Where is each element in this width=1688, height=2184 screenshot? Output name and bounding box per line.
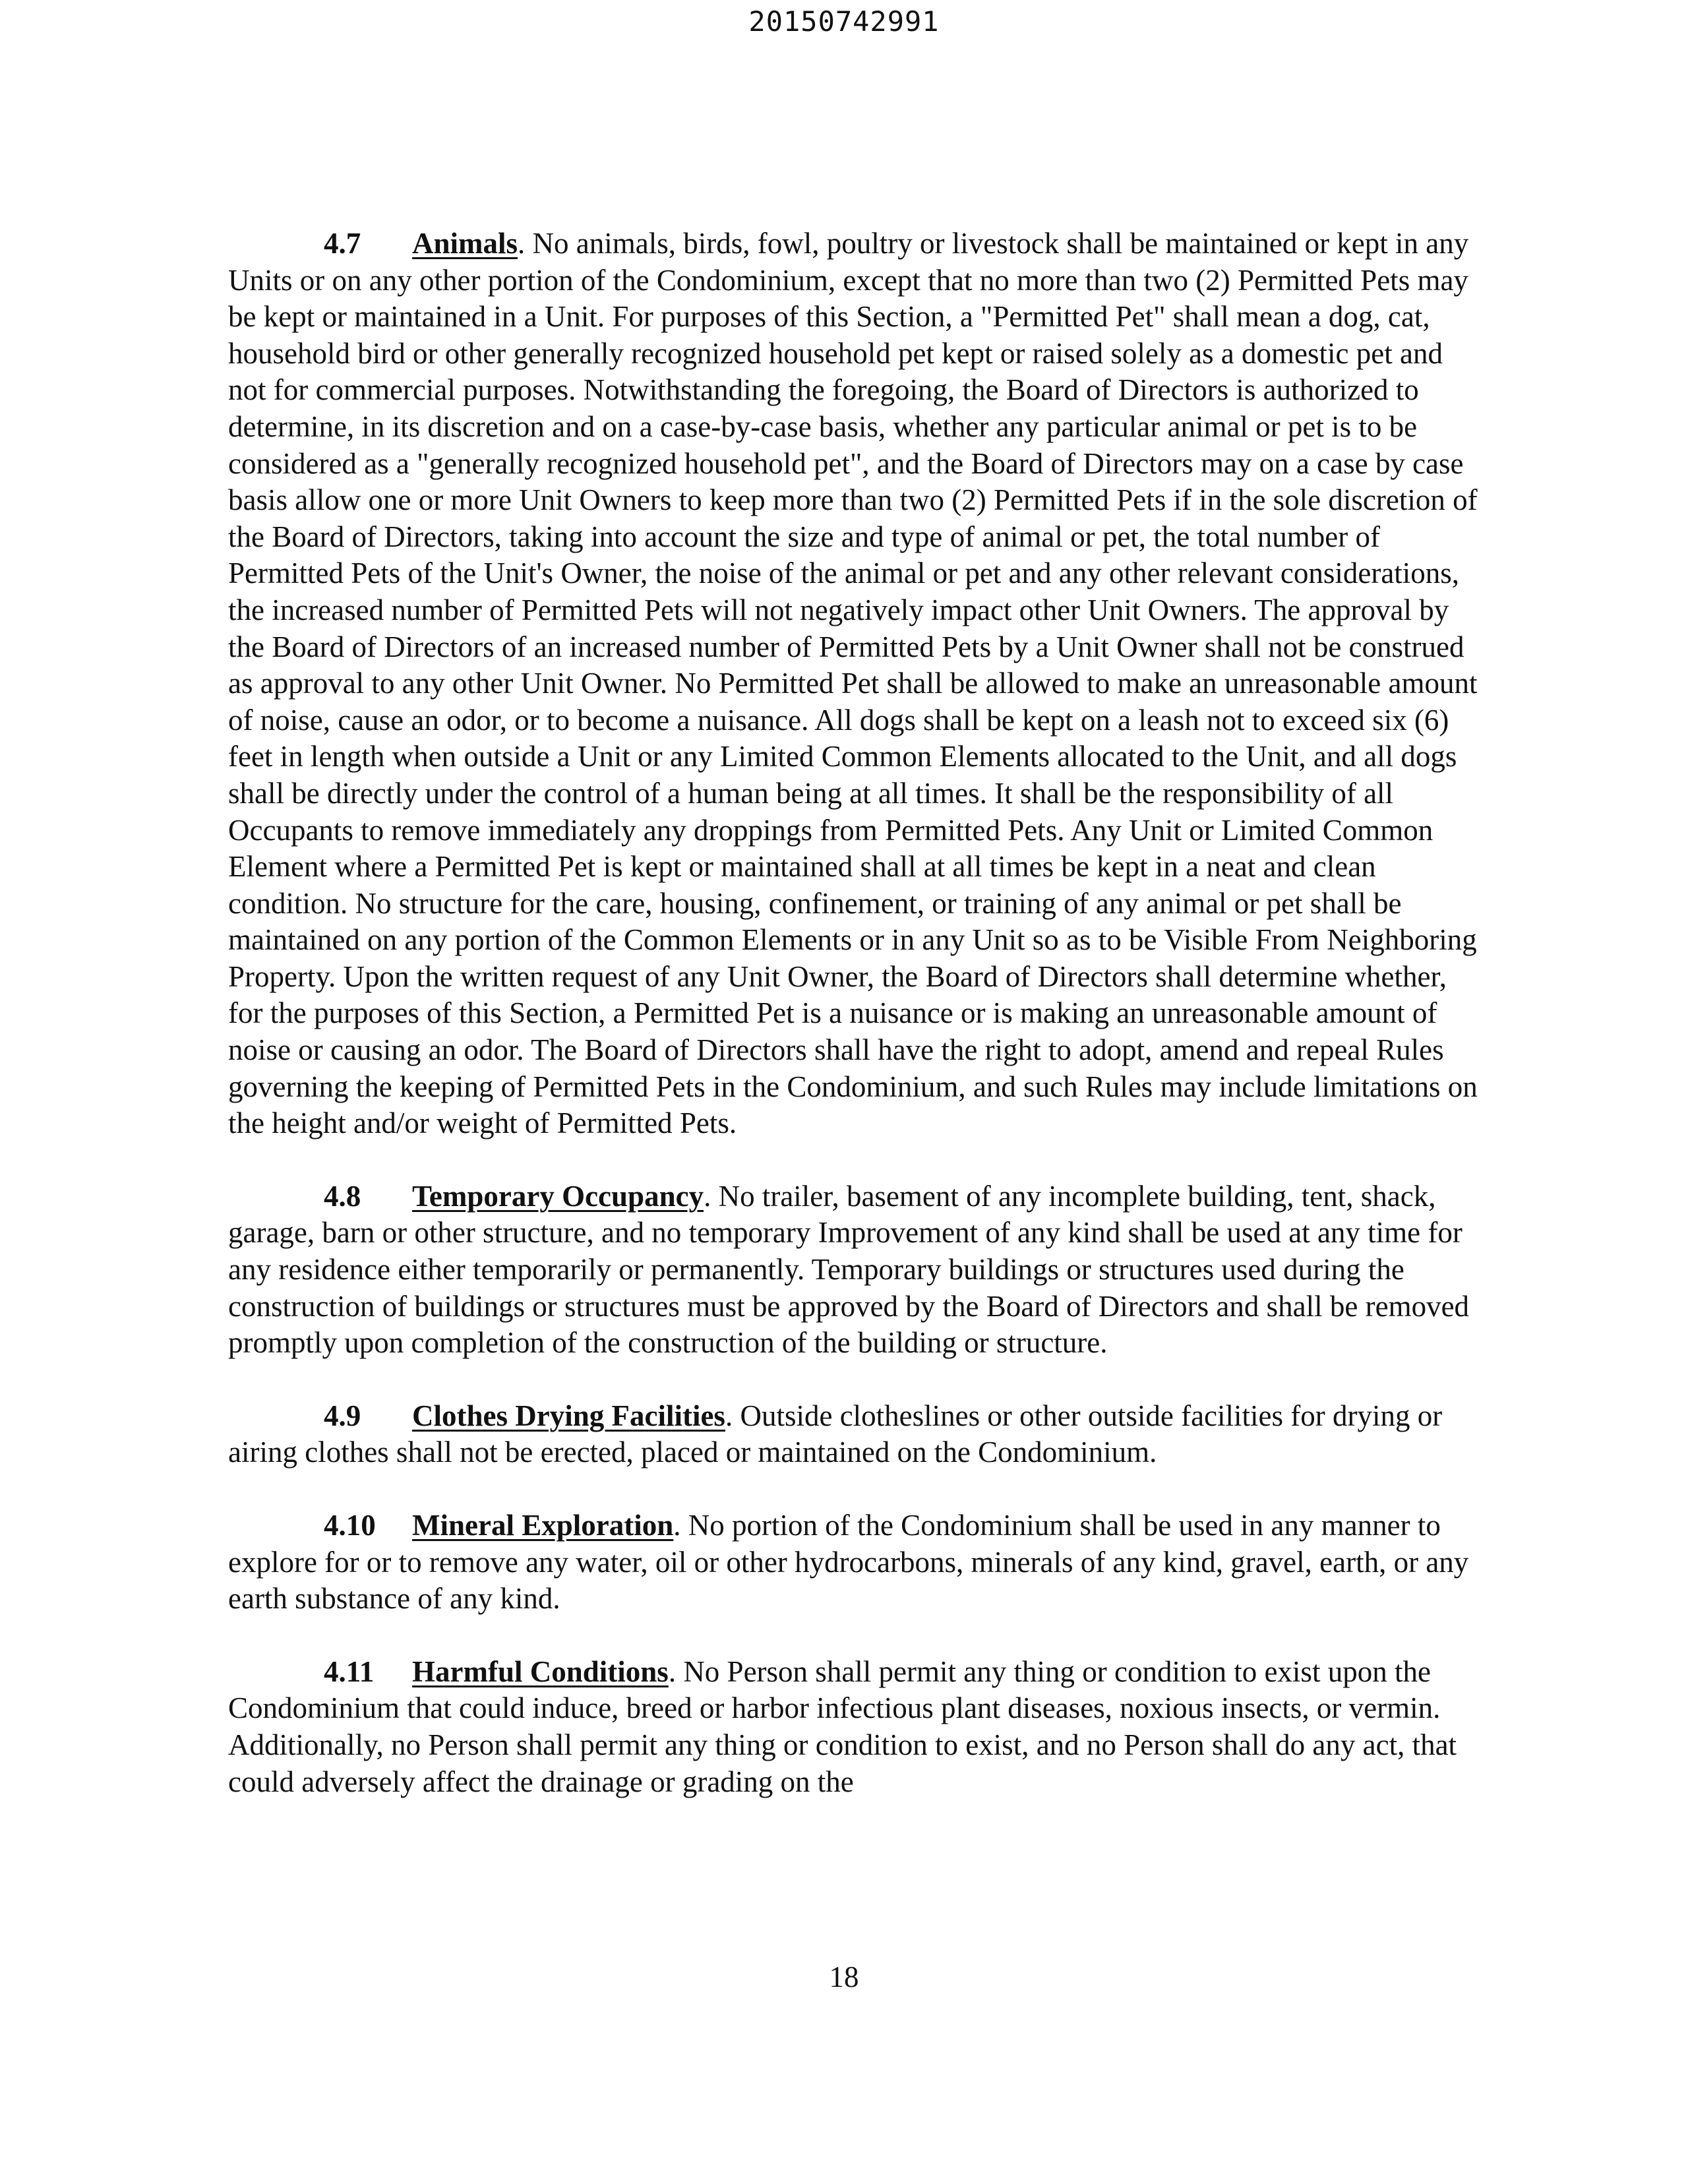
section-paragraph bbox=[228, 226, 1478, 1142]
heading-punctuation: . bbox=[704, 1179, 711, 1213]
section-text: Outside clotheslines or other outside facilities for drying or airing clothes shall not be erected, placed or maintained on the Condominium. bbox=[228, 1399, 1443, 1469]
section-paragraph bbox=[228, 1398, 1478, 1471]
section-4-10 bbox=[228, 1507, 1478, 1618]
heading-punctuation: . bbox=[668, 1654, 677, 1688]
section-paragraph bbox=[228, 1654, 1478, 1800]
document-body bbox=[228, 226, 1478, 1836]
section-4-7 bbox=[228, 226, 1478, 1142]
page-number: 18 bbox=[829, 1960, 859, 1993]
section-number: 4.7 bbox=[324, 227, 361, 260]
section-4-11 bbox=[228, 1654, 1478, 1800]
heading-punctuation: . bbox=[673, 1509, 681, 1542]
section-heading: Animals bbox=[412, 227, 518, 260]
heading-punctuation: . bbox=[725, 1399, 733, 1432]
section-paragraph bbox=[228, 1178, 1478, 1362]
document-number: 20150742991 bbox=[748, 5, 940, 38]
heading-punctuation: . bbox=[518, 227, 526, 260]
section-number: 4.10 bbox=[324, 1509, 376, 1542]
section-text: No Person shall permit any thing or condition to exist upon the Condominium that could induce, breed or harbor infectious plant diseases, noxious insects, or vermin. Additionally, no Person shall permit any thing or condition to exist, and no Person shall do any act, that could adversely affect the drainage or grading on the bbox=[228, 1654, 1457, 1798]
section-text: No portion of the Condominium shall be used in any manner to explore for or to remove any water, oil or other hydrocarbons, minerals of any kind, gravel, earth, or any earth substance of any kind. bbox=[228, 1509, 1469, 1616]
section-heading: Harmful Conditions bbox=[412, 1654, 669, 1688]
section-text: No trailer, basement of any incomplete building, tent, shack, garage, barn or other structure, and no temporary Improvement of any kind shall be used at any time for any residence either temporarily or permanently. Temporary buildings or structures used during the construction of buildings or structures must be approved by the Board of Directors and shall be removed promptly upon completion of the construction of the building or structure. bbox=[228, 1179, 1470, 1360]
section-text: No animals, birds, fowl, poultry or livestock shall be maintained or kept in any Units or on any other portion of the Condominium, except that no more than two (2) Permitted Pets may be kept or maintained in a Unit. For purposes of this Section, a "Permitted Pet" shall mean a dog, cat, household bird or other generally recognized household pet kept or raised solely as a domestic pet and not for commercial purposes. Notwithstanding the foregoing, the Board of Directors is authorized to determine, in its discretion and on a case-by-case basis, whether any particular animal or pet is to be considered as a "generally recognized household pet", and the Board of Directors may on a case by case basis allow one or more Unit Owners to keep more than two (2) Permitted Pets if in the sole discretion of the Board of Directors, taking into account the size and type of animal or pet, the total number of Permitted Pets of the Unit's Owner, the noise of the animal or pet and any other relevant considerations, the increased number of Permitted Pets will not negatively impact other Unit Owners. The approval by the Board of Directors of an increased number of Permitted Pets by a Unit Owner shall not be construed as approval to any other Unit Owner. No Permitted Pet shall be allowed to make an unreasonable amount of noise, cause an odor, or to become a nuisance. All dogs shall be kept on a leash not to exceed six (6) feet in length when outside a Unit or any Limited Common Elements allocated to the Unit, and all dogs shall be directly under the control of a human being at all times. It shall be the responsibility of all Occupants to remove immediately any droppings from Permitted Pets. Any Unit or Limited Common Element where a Permitted Pet is kept or maintained shall at all times be kept in a neat and clean condition. No structure for the care, housing, confinement, or training of any animal or pet shall be maintained on any portion of the Common Elements or in any Unit so as to be Visible From Neighboring Property. Upon the written request of any Unit Owner, the Board of Directors shall determine whether, for the purposes of this Section, a Permitted Pet is a nuisance or is making an unreasonable amount of noise or causing an odor. The Board of Directors shall have the right to adopt, amend and repeal Rules governing the keeping of Permitted Pets in the Condominium, and such Rules may include limitations on the height and/or weight of Permitted Pets. bbox=[228, 227, 1478, 1140]
section-number: 4.11 bbox=[324, 1654, 375, 1688]
section-paragraph bbox=[228, 1507, 1478, 1618]
section-heading: Temporary Occupancy bbox=[412, 1179, 704, 1213]
section-4-9 bbox=[228, 1398, 1478, 1471]
section-number: 4.8 bbox=[324, 1179, 361, 1213]
section-4-8 bbox=[228, 1178, 1478, 1362]
section-heading: Clothes Drying Facilities bbox=[412, 1399, 725, 1432]
section-heading: Mineral Exploration bbox=[412, 1509, 674, 1542]
section-number: 4.9 bbox=[324, 1399, 361, 1432]
